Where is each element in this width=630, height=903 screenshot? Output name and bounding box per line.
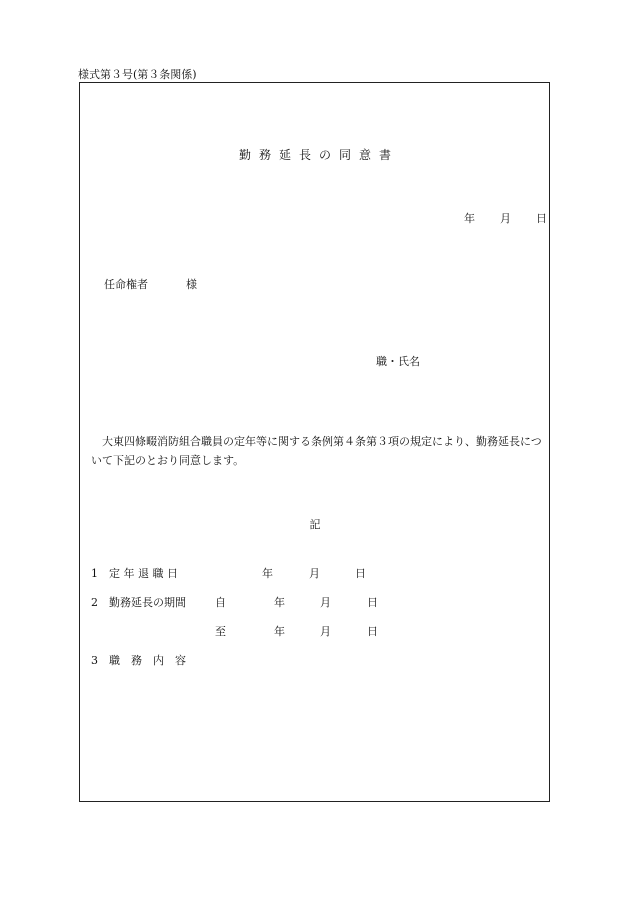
item-number: 2 bbox=[91, 596, 98, 609]
ki-heading: 記 bbox=[309, 518, 321, 531]
title-char: 延 bbox=[278, 148, 291, 162]
item2-from-year: 年 bbox=[274, 596, 285, 609]
item1-day: 日 bbox=[355, 567, 366, 580]
date-year: 年 bbox=[464, 212, 475, 225]
date-line bbox=[464, 210, 547, 226]
signer-label: 職・氏名 bbox=[376, 355, 420, 368]
title-char: 務 bbox=[258, 148, 271, 162]
item2-to-label: 至 bbox=[215, 625, 226, 638]
item1-year: 年 bbox=[262, 567, 273, 580]
title-char: 意 bbox=[359, 148, 372, 162]
title-char: 書 bbox=[379, 148, 392, 162]
item1-month: 月 bbox=[309, 567, 320, 580]
addressee bbox=[104, 276, 197, 292]
item2-to-day: 日 bbox=[367, 625, 378, 638]
item-number: 1 bbox=[91, 567, 98, 580]
item-duties bbox=[91, 652, 186, 668]
form-number: 様式第３号(第３条関係) bbox=[78, 68, 197, 81]
item2-to-year: 年 bbox=[274, 625, 285, 638]
item2-from-day: 日 bbox=[367, 596, 378, 609]
date-month: 月 bbox=[500, 212, 511, 225]
title-char: 長 bbox=[298, 148, 311, 162]
addressee-name: 任命権者 bbox=[104, 278, 148, 291]
item-label: 職 務 内 容 bbox=[109, 654, 186, 667]
item-retirement-date bbox=[91, 565, 178, 581]
document-title bbox=[0, 146, 630, 163]
item-number: 3 bbox=[91, 654, 98, 667]
title-char: 勤 bbox=[238, 148, 251, 162]
title-char: 同 bbox=[339, 148, 352, 162]
item2-from-label: 自 bbox=[215, 596, 226, 609]
addressee-honorific: 様 bbox=[186, 278, 197, 291]
consent-statement: 大東四條畷消防組合職員の定年等に関する条例第４条第３項の規定により、勤務延長について下記のとおり同意します。 bbox=[91, 435, 542, 467]
title-char: の bbox=[319, 148, 332, 162]
date-day: 日 bbox=[536, 212, 547, 225]
item2-to-month: 月 bbox=[320, 625, 331, 638]
item-label: 定 年 退 職 日 bbox=[109, 567, 178, 580]
item-extension-period bbox=[91, 594, 186, 610]
item-label: 勤務延長の期間 bbox=[109, 596, 186, 609]
item2-from-month: 月 bbox=[320, 596, 331, 609]
